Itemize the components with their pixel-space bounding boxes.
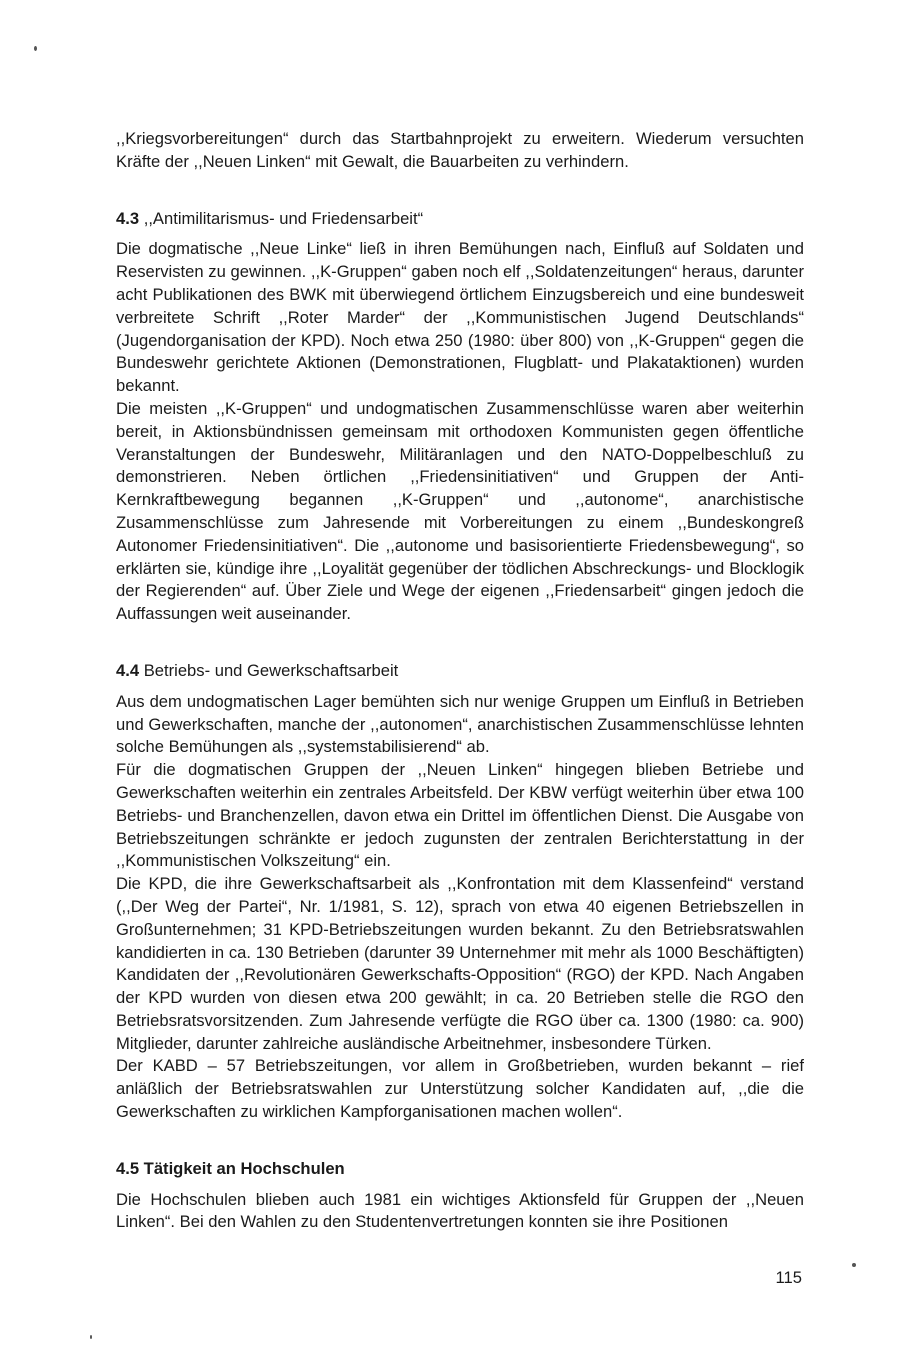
section-heading-4-5: 4.5 Tätigkeit an Hochschulen: [116, 1158, 345, 1178]
section-heading-4-3: [116, 208, 804, 231]
paragraph: Die meisten ,,K-Gruppen“ und undogmatischen Zusammenschlüsse waren aber weiterhin bereit, in Aktionsbündnissen gemeinsam mit orthodoxen Kommunisten gegen öffentliche Veranstaltungen der Bundeswehr, Militäranlagen und den NATO-Doppelbeschluß zu demonstrieren. Neben örtlichen ,,Friedensinitiativen“ und Gruppen der Anti-Kernkraftbewegung begannen ,,K-Gruppen“ und ,,autonome“, anarchistische Zusammenschlüsse zum Jahresende mit Vorbereitungen zu einem ,,Bundeskongreß Autonomer Friedensinitiativen“. Die ,,autonome und basisorientierte Friedensbewegung“, so erklärten sie, kündige ihre ,,Loyalität gegenüber der tödlichen Abschreckungs- und Blocklogik der Regierenden“ auf. Über Ziele und Wege der eigenen ,,Friedensarbeit“ gingen jedoch die Auffassungen weit auseinander.: [116, 398, 804, 624]
paragraph: Die KPD, die ihre Gewerkschaftsarbeit als ,,Konfrontation mit dem Klassenfeind“ verstand (,,Der Weg der Partei“, Nr. 1/1981, S. 12), sprach von etwa 40 eigenen Betriebszellen in Großunternehmen; 31 KPD-Betriebszeitungen wurden bekannt. Zu den Betriebsratswahlen kandidierten in ca. 130 Betrieben (darunter 39 Unternehmer mit mehr als 1000 Beschäftigten) Kandidaten der ,,Revolutionären Gewerkschafts-Opposition“ (RGO) der KPD. Nach Angaben der KPD wurden von diesen etwa 200 gewählt; in ca. 20 Betrieben stelle die RGO den Betriebsratsvorsitzenden. Zum Jahresende verfügte die RGO über ca. 1300 (1980: ca. 900) Mitglieder, darunter zahlreiche ausländische Arbeitnehmer, insbesondere Türken.: [116, 874, 804, 1053]
paragraph: Für die dogmatischen Gruppen der ,,Neuen Linken“ hingegen blieben Betriebe und Gewerkschaften weiterhin ein zentrales Arbeitsfeld. Der KBW verfügt weiterhin über etwa 100 Betriebs- und Branchenzellen, davon etwa ein Drittel im öffentlichen Dienst. Die Ausgabe von Betriebszeitungen schränkte er jedoch zugunsten der zentralen Berichterstattung in der ,,Kommunistischen Volkszeitung“ ein.: [116, 760, 804, 871]
paragraph: Aus dem undogmatischen Lager bemühten sich nur wenige Gruppen um Einfluß in Betrieben und Gewerkschaften, manche der ,,autonomen“, anarchistischen Zusammenschlüsse lehnten solche Bemühungen als ,,systemstabilisierend“ ab.: [116, 691, 804, 757]
paragraph: Die dogmatische ,,Neue Linke“ ließ in ihren Bemühungen nach, Einfluß auf Soldaten und Reservisten zu gewinnen. ,,K-Gruppen“ gaben noch elf ,,Soldatenzeitungen“ heraus, darunter acht Publikationen des BWK mit überwiegend örtlichem Einzugsbereich und eine bundesweit verbreitete Schrift ,,Roter Marder“ der ,,Kommunistischen Jugend Deutschlands“ (Jugendorganisation der KPD). Noch etwa 250 (1980: über 800) von ,,K-Gruppen“ gegen die Bundeswehr gerichtete Aktionen (Demonstrationen, Flugblatt- und Plakataktionen) wurden bekannt.: [116, 239, 804, 396]
section-gap: [116, 626, 804, 660]
section-4-5: [116, 1158, 804, 1234]
section-gap: [116, 1124, 804, 1158]
section-heading-4-4: [116, 660, 804, 683]
scan-speck: [34, 46, 37, 51]
paragraph: Der KABD – 57 Betriebszeitungen, vor allem in Großbetrieben, wurden bekannt – rief anläßlich der Betriebsratswahlen zur Unterstützung solcher Kandidaten auf, ,,die die Gewerkschaften zu wirklichen Kampforganisationen machen wollen“.: [116, 1056, 804, 1122]
scan-speck: [90, 1335, 92, 1339]
section-gap: [116, 174, 804, 208]
section-4-3: [116, 208, 804, 626]
section-4-4: [116, 660, 804, 1124]
section-title: ,,Antimilitarismus- und Friedensarbeit“: [143, 208, 424, 228]
scan-speck: [852, 1263, 856, 1267]
section-number: 4.3: [116, 208, 140, 228]
section-number: 4.4: [116, 660, 140, 680]
intro-paragraph: ,,Kriegsvorbereitungen“ durch das Startbahnprojekt zu erweitern. Wiederum versuchten Kräfte der ,,Neuen Linken“ mit Gewalt, die Bauarbeiten zu verhindern.: [116, 129, 804, 171]
section-title: Betriebs- und Gewerkschaftsarbeit: [143, 660, 399, 680]
page-content: [116, 128, 804, 1234]
page-number: 115: [775, 1268, 802, 1287]
paragraph: Die Hochschulen blieben auch 1981 ein wichtiges Aktionsfeld für Gruppen der ,,Neuen Linken“. Bei den Wahlen zu den Studentenvertretungen konnten sie ihre Positionen: [116, 1189, 804, 1232]
